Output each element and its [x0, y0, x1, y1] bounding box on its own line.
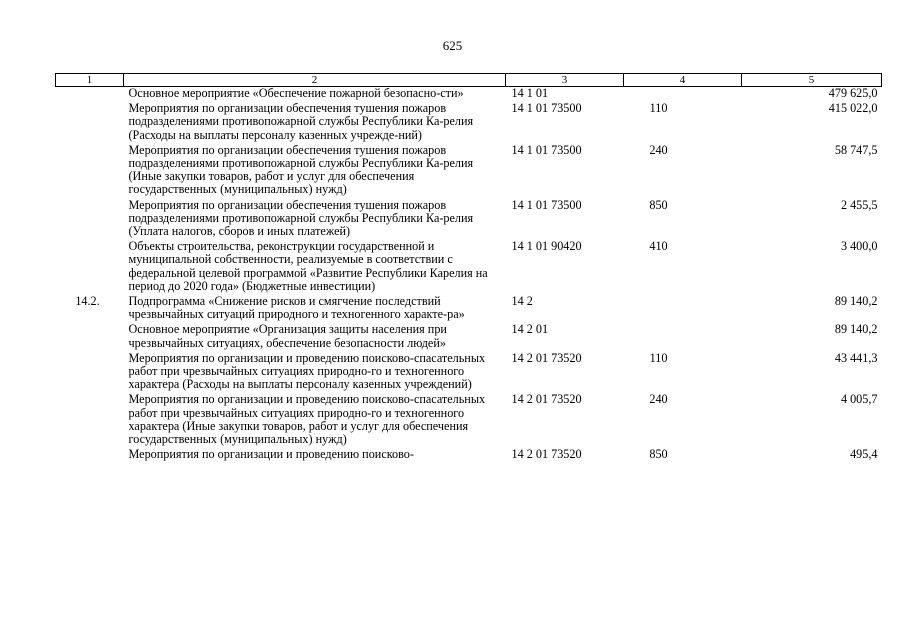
row-number — [56, 446, 124, 461]
row-code: 14 2 01 73520 — [511, 447, 582, 462]
row-number: 14.2. — [75, 294, 100, 309]
table-row — [56, 100, 882, 142]
header-col-3: 3 — [506, 74, 624, 87]
row-sum: 495,4 — [850, 447, 878, 462]
row-type: 850 — [649, 197, 668, 212]
table-header-row — [56, 74, 882, 87]
row-name: Объекты строительства, реконструкции государственной и муниципальной собственности, реализуемые в соответствии с федеральной целевой программой «Развитие Республики Карелия на период до 2020 года» (Бюджетные инвестиции) — [128, 239, 488, 293]
row-name: Мероприятия по организации и проведению поисково- — [128, 447, 414, 462]
row-code: 14 1 01 73500 — [511, 142, 582, 157]
table-body — [56, 87, 882, 462]
row-type — [624, 87, 742, 101]
row-name: Мероприятия по организации и проведению поисково-спасательных работ при чрезвычайных ситуациях природно-го и техногенного характера (Иные закупки товаров, работ и услуг для обеспечения государственных (муниципальных) нужд) — [128, 392, 486, 447]
row-code: 14 1 01 73500 — [511, 101, 582, 116]
row-sum: 415 022,0 — [828, 101, 878, 116]
row-code: 14 2 01 73520 — [511, 392, 582, 407]
table-row — [56, 391, 882, 446]
table-row — [56, 293, 882, 321]
row-sum: 4 005,7 — [840, 392, 878, 407]
row-name: Мероприятия по организации и проведению поисково-спасательных работ при чрезвычайных ситуациях природно-го и техногенного характера (Расходы на выплаты персоналу казенных учреждений) — [128, 350, 486, 392]
table-row — [56, 446, 882, 461]
row-code: 14 1 01 — [511, 86, 549, 100]
row-sum: 2 455,5 — [840, 197, 878, 212]
row-name: Основное мероприятие «Обеспечение пожарной безопасно-сти» — [128, 86, 464, 100]
row-name: Подпрограмма «Снижение рисков и смягчение последствий чрезвычайных ситуаций природного и техногенного характе-ра» — [128, 294, 465, 322]
row-name: Мероприятия по организации обеспечения тушения пожаров подразделениями противопожарной службы Республики Ка-релия (Расходы на выплаты персоналу казенных учрежде-ний) — [128, 101, 474, 142]
page-number: 625 — [442, 38, 463, 53]
row-code: 14 2 — [511, 294, 533, 309]
row-code: 14 2 01 73520 — [511, 350, 582, 365]
row-code: 14 1 01 73500 — [511, 197, 582, 212]
row-type: 240 — [649, 392, 668, 407]
budget-table — [55, 73, 882, 461]
row-type: 850 — [649, 447, 668, 462]
row-type: 240 — [649, 142, 668, 157]
row-number — [56, 142, 124, 197]
row-code: 14 1 01 90420 — [511, 239, 582, 254]
table-row — [56, 197, 882, 239]
row-number — [56, 87, 124, 101]
table-row — [56, 87, 882, 101]
header-col-1: 1 — [56, 74, 124, 87]
row-sum: 479 625,0 — [828, 86, 878, 100]
row-type: 110 — [649, 350, 668, 365]
row-code: 14 2 01 — [511, 322, 549, 337]
table-row — [56, 142, 882, 197]
row-type — [624, 293, 742, 321]
row-number — [56, 238, 124, 293]
row-number — [56, 391, 124, 446]
table-row — [56, 238, 882, 293]
header-col-4: 4 — [624, 74, 742, 87]
row-number — [56, 350, 124, 392]
row-sum: 89 140,2 — [834, 294, 878, 309]
row-sum: 89 140,2 — [834, 322, 878, 337]
row-number — [56, 321, 124, 349]
row-sum: 43 441,3 — [834, 350, 878, 365]
row-sum: 58 747,5 — [834, 142, 878, 157]
table-row — [56, 350, 882, 392]
table-row — [56, 321, 882, 349]
header-col-2: 2 — [124, 74, 506, 87]
row-name: Мероприятия по организации обеспечения тушения пожаров подразделениями противопожарной службы Республики Ка-релия (Иные закупки товаров, работ и услуг для обеспечения государственных (муниципальных) нужд) — [128, 142, 474, 197]
row-name: Мероприятия по организации обеспечения тушения пожаров подразделениями противопожарной службы Республики Ка-релия (Уплата налогов, сборов и иных платежей) — [128, 197, 474, 239]
header-col-5: 5 — [742, 74, 882, 87]
row-type: 110 — [649, 101, 668, 116]
row-number — [56, 197, 124, 239]
row-type — [624, 321, 742, 349]
row-sum: 3 400,0 — [840, 239, 878, 254]
row-type: 410 — [649, 239, 668, 254]
row-name: Основное мероприятие «Организация защиты населения при чрезвычайных ситуациях, обеспечение безопасности людей» — [128, 322, 447, 350]
row-number — [56, 100, 124, 142]
